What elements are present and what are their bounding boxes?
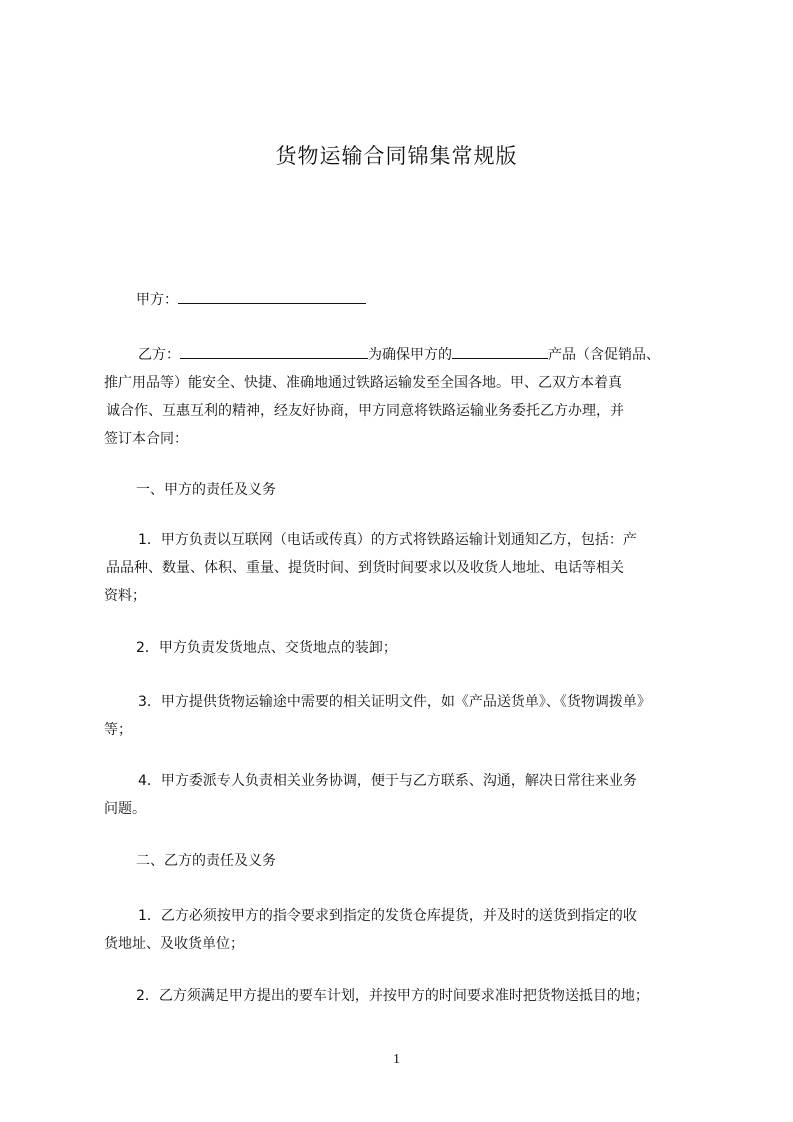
party-b-paragraph: 乙方： 为确保甲方的 产品（含促销品、 推广用品等）能安全、快捷、准确地通过铁路运输发至全国各地。甲、乙双方本着真 诚合作、互惠互利的精神，经友好协商，甲方同意将铁路运输业务委托乙方办理，并 签订本合同： [104,341,719,453]
product-blank[interactable] [452,341,548,359]
section1-item4: 4．甲方委派专人负责相关业务协调，便于与乙方联系、沟通，解决日常往来业务 问题。 [104,773,637,817]
page-number: 1 [393,1052,400,1067]
party-a-label: 甲方： [136,292,178,308]
document-title: 货物运输合同锦集常规版 [275,144,518,168]
section1-item2: 2．甲方负责发货地点、交货地点的装卸； [136,640,397,656]
party-a-line [136,286,751,314]
section1-heading: 一、甲方的责任及义务 [136,482,276,498]
party-b-blank[interactable] [180,341,368,359]
section1-item3: 3．甲方提供货物运输途中需要的相关证明文件，如《产品送货单》、《货物调拨单》 等； [104,694,651,738]
section2-item1: 1．乙方必须按甲方的指令要求到指定的发货仓库提货，并及时的送货到指定的收 货地址、及收货单位； [104,908,637,952]
section2-item2: 2．乙方须满足甲方提出的要车计划，并按甲方的时间要求准时把货物送抵目的地； [136,988,649,1004]
party-b-label: 乙方： [138,347,180,363]
section2-heading: 二、乙方的责任及义务 [136,853,276,869]
party-a-blank[interactable] [178,286,366,304]
section1-item1: 1．甲方负责以互联网（电话或传真）的方式将铁路运输计划通知乙方，包括：产 品品种、数量、体积、重量、提货时间、到货时间要求以及收货人地址、电话等相关 资料； [104,532,637,604]
